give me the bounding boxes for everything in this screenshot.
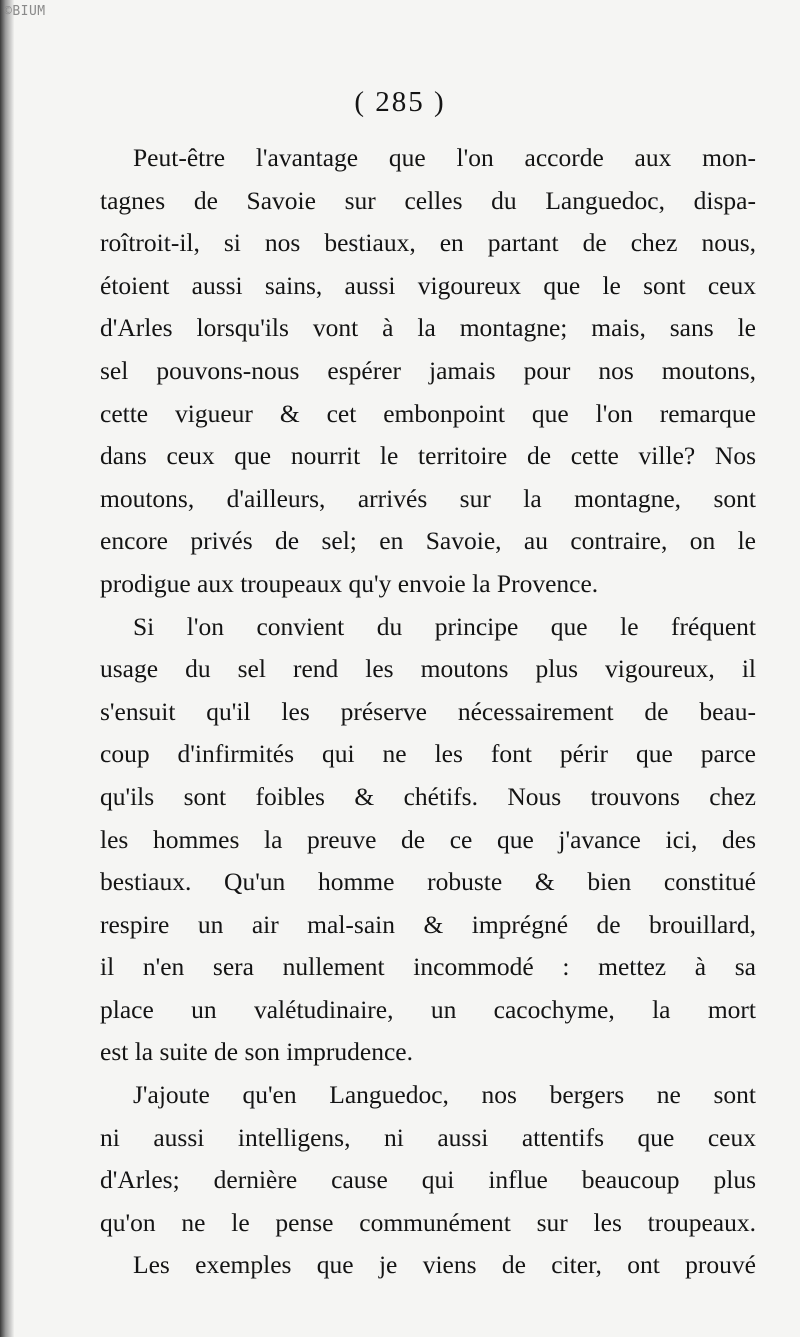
text-line: usage du sel rend les moutons plus vigoureux, il xyxy=(100,654,756,684)
text-line: coup d'infirmités qui ne les font périr que parce xyxy=(100,739,756,769)
text-line: tagnes de Savoie sur celles du Languedoc, dispa- xyxy=(100,185,756,215)
text-line: il n'en sera nullement incommodé : mettez à sa xyxy=(100,952,756,982)
text-line: est la suite de son imprudence. xyxy=(100,1037,413,1067)
text-line: Peut-être l'avantage que l'on accorde aux mon- xyxy=(133,143,756,172)
text-line: bestiaux. Qu'un homme robuste & bien constitué xyxy=(100,867,756,897)
text-line: ni aussi intelligens, ni aussi attentifs que ceux xyxy=(100,1122,756,1152)
text-line: étoient aussi sains, aussi vigoureux que le sont ceux xyxy=(100,270,756,300)
text-line: Si l'on convient du principe que le fréquent xyxy=(133,611,756,641)
text-line: prodigue aux troupeaux qu'y envoie la Provence. xyxy=(100,568,599,598)
text-line: roîtroit-il, si nos bestiaux, en partant de chez nous, xyxy=(100,228,756,258)
text-line: encore privés de sel; en Savoie, au contraire, on le xyxy=(100,526,756,556)
watermark: ©BIUM xyxy=(4,4,46,19)
text-line: qu'ils sont foibles & chétifs. Nous trouvons chez xyxy=(100,781,756,811)
text-line: les hommes la preuve de ce que j'avance ici, des xyxy=(100,824,756,854)
text-line: Les exemples que je viens de citer, ont prouvé xyxy=(133,1250,756,1280)
paragraph-3 xyxy=(100,1074,756,1244)
text-line: J'ajoute qu'en Languedoc, nos bergers ne sont xyxy=(133,1080,756,1110)
text-line: moutons, d'ailleurs, arrivés sur la montagne, sont xyxy=(100,483,756,513)
text-line: dans ceux que nourrit le territoire de cette ville? Nos xyxy=(100,441,756,471)
text-line: place un valétudinaire, un cacochyme, la mort xyxy=(100,994,756,1024)
paragraph-4 xyxy=(100,1244,756,1287)
paragraph-2 xyxy=(100,606,756,1075)
paragraph-1 xyxy=(100,137,756,606)
text-line: s'ensuit qu'il les préserve nécessairement de beau- xyxy=(100,696,756,726)
text-line: respire un air mal-sain & imprégné de brouillard, xyxy=(100,909,756,939)
body-text xyxy=(100,137,756,1287)
text-line: qu'on ne le pense communément sur les troupeaux. xyxy=(100,1207,756,1237)
text-line: d'Arles lorsqu'ils vont à la montagne; mais, sans le xyxy=(100,313,756,343)
page-number: ( 285 ) xyxy=(354,86,446,118)
page-edge-shadow xyxy=(0,0,14,1337)
text-line: cette vigueur & cet embonpoint que l'on remarque xyxy=(100,398,756,428)
text-line: sel pouvons-nous espérer jamais pour nos moutons, xyxy=(100,355,756,385)
text-line: d'Arles; dernière cause qui influe beaucoup plus xyxy=(100,1165,756,1195)
